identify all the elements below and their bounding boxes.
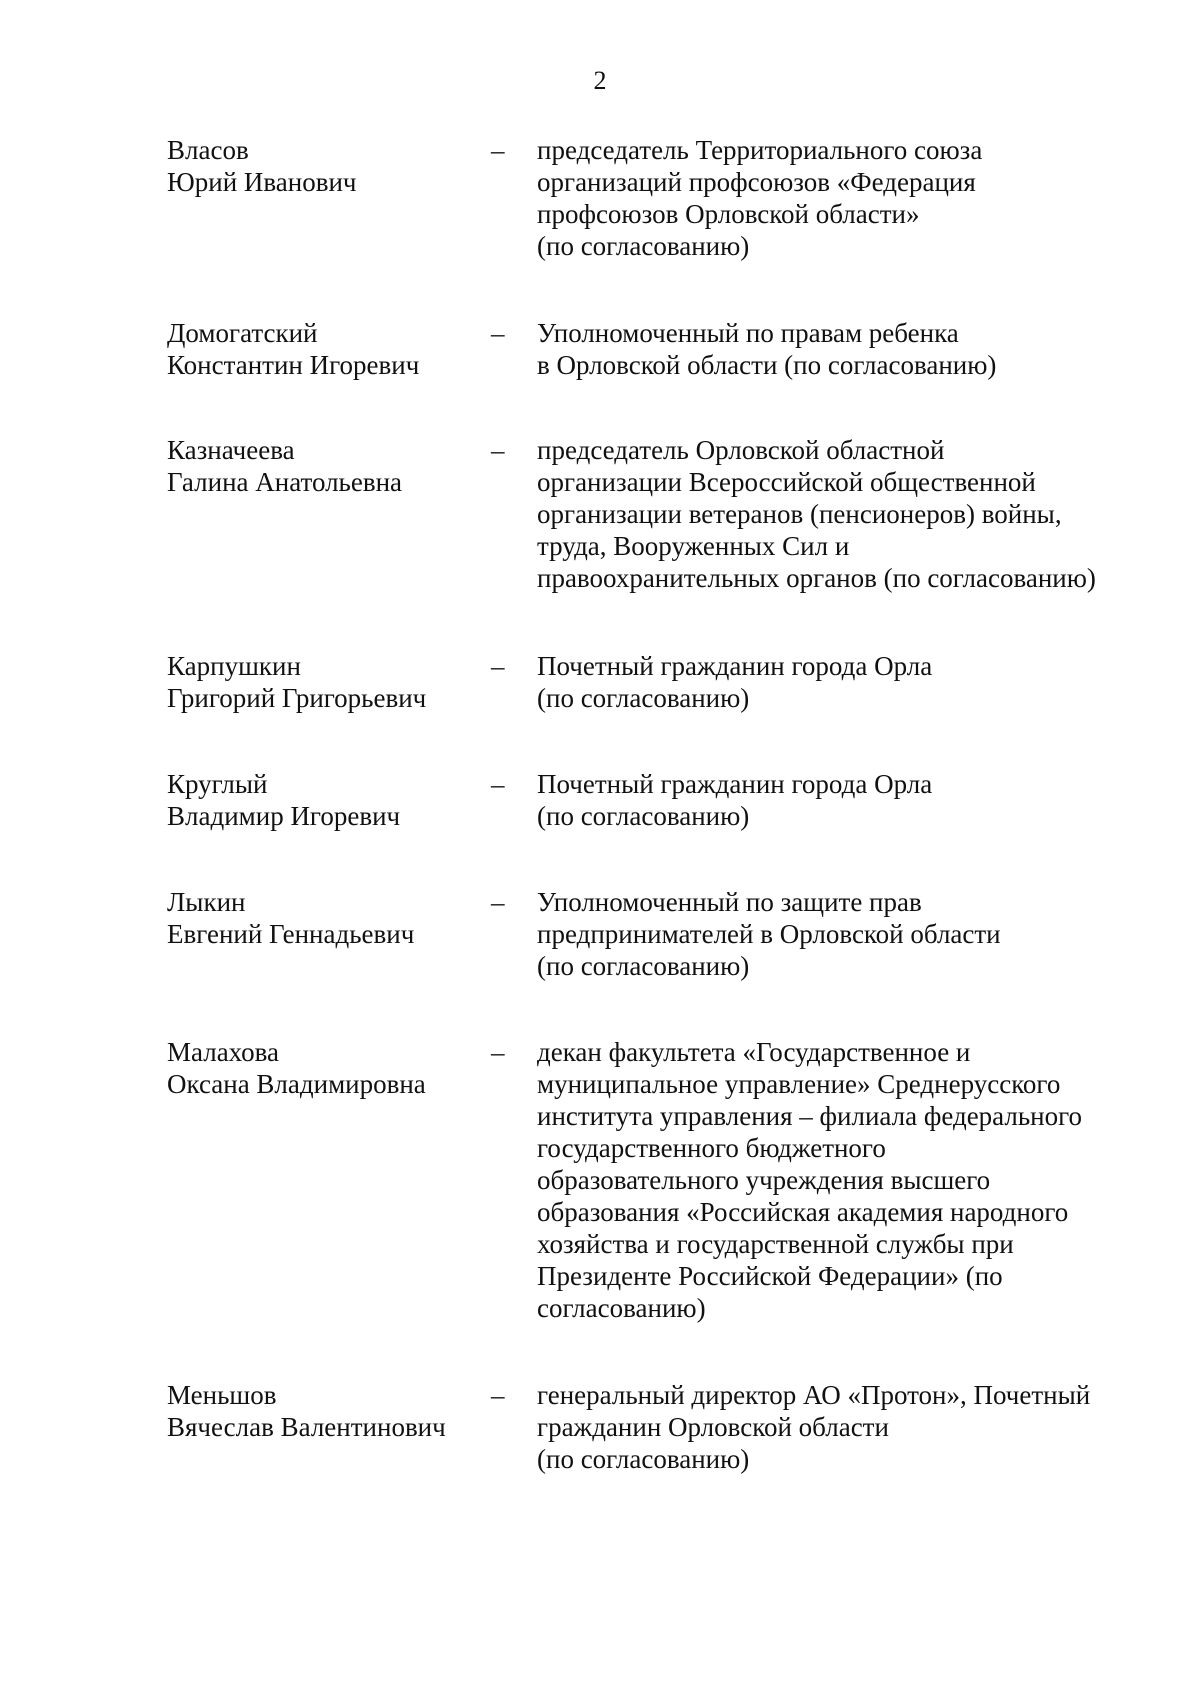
member-surname: Власов — [167, 135, 249, 165]
member-dash: – — [491, 769, 505, 799]
member-dash: – — [491, 887, 505, 917]
position-line: правоохранительных органов (по согласованию) — [537, 563, 1096, 593]
position-line: организации ветеранов (пенсионеров) войны, — [537, 499, 1062, 529]
position-line: Почетный гражданин города Орла — [537, 651, 933, 681]
position-line: муниципальное управление» Среднерусского — [537, 1069, 1061, 1099]
position-line: (по согласованию) — [537, 231, 750, 261]
member-given-names: Вячеслав Валентинович — [167, 1412, 446, 1442]
member-surname: Меньшов — [167, 1380, 277, 1410]
member-dash: – — [491, 318, 505, 348]
position-line: (по согласованию) — [537, 1444, 750, 1474]
member-dash: – — [491, 135, 505, 165]
position-line: профсоюзов Орловской области» — [537, 199, 920, 229]
position-line: (по согласованию) — [537, 683, 750, 713]
member-name — [167, 768, 497, 832]
position-line: согласованию) — [537, 1293, 706, 1323]
position-line: Уполномоченный по защите прав — [537, 887, 922, 917]
member-dash: – — [491, 435, 505, 465]
member-surname: Карпушкин — [167, 651, 301, 681]
member-given-names: Владимир Игоревич — [167, 801, 401, 831]
position-line: председатель Территориального союза — [537, 135, 983, 165]
position-line: труда, Вооруженных Сил и — [537, 531, 850, 561]
member-position — [537, 886, 1177, 982]
position-line: Уполномоченный по правам ребенка — [537, 318, 959, 348]
member-surname: Казначеева — [167, 435, 295, 465]
position-line: генеральный директор АО «Протон», Почетный — [537, 1380, 1091, 1410]
member-surname: Лыкин — [167, 887, 246, 917]
member-dash: – — [491, 651, 505, 681]
position-line: государственного бюджетного — [537, 1133, 886, 1163]
position-line: Почетный гражданин города Орла — [537, 769, 933, 799]
position-line: предпринимателей в Орловской области — [537, 919, 1001, 949]
position-line: председатель Орловской областной — [537, 435, 945, 465]
member-dash: – — [491, 1037, 505, 1067]
member-name — [167, 1036, 497, 1100]
position-line: (по согласованию) — [537, 801, 750, 831]
position-line: Президенте Российской Федерации» (по — [537, 1261, 1003, 1291]
member-name — [167, 650, 497, 714]
member-dash: – — [491, 1380, 505, 1410]
member-position — [537, 1379, 1177, 1475]
member-position — [537, 317, 1177, 381]
member-given-names: Евгений Геннадьевич — [167, 919, 415, 949]
page-number: 2 — [593, 66, 607, 95]
member-position — [537, 768, 1177, 832]
position-line: (по согласованию) — [537, 951, 750, 981]
position-line: организации Всероссийской общественной — [537, 467, 1036, 497]
position-line: института управления – филиала федерального — [537, 1101, 1083, 1131]
member-given-names: Юрий Иванович — [167, 167, 357, 197]
position-line: в Орловской области (по согласованию) — [537, 350, 997, 380]
member-surname: Малахова — [167, 1037, 280, 1067]
position-line: гражданин Орловской области — [537, 1412, 889, 1442]
member-name — [167, 1379, 497, 1443]
position-line: образования «Российская академия народного — [537, 1197, 1069, 1227]
position-line: организаций профсоюзов «Федерация — [537, 167, 976, 197]
member-given-names: Галина Анатольевна — [167, 467, 403, 497]
position-line: образовательного учреждения высшего — [537, 1165, 991, 1195]
member-position — [537, 434, 1177, 594]
member-surname: Круглый — [167, 769, 268, 799]
position-line: декан факультета «Государственное и — [537, 1037, 971, 1067]
member-position — [537, 1036, 1177, 1324]
member-name — [167, 134, 497, 198]
member-given-names: Григорий Григорьевич — [167, 683, 427, 713]
member-position — [537, 650, 1177, 714]
member-surname: Домогатский — [167, 318, 318, 348]
member-given-names: Оксана Владимировна — [167, 1069, 426, 1099]
member-name — [167, 434, 497, 498]
member-given-names: Константин Игоревич — [167, 350, 420, 380]
member-name — [167, 886, 497, 950]
member-position — [537, 134, 1177, 262]
member-name — [167, 317, 497, 381]
position-line: хозяйства и государственной службы при — [537, 1229, 1014, 1259]
